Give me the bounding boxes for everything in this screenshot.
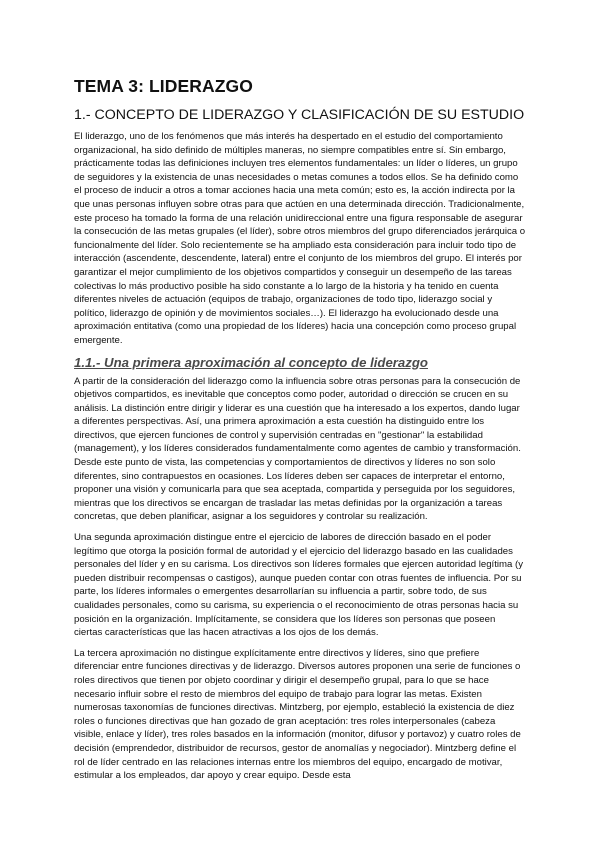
- section-title: 1.- CONCEPTO DE LIDERAZGO Y CLASIFICACIÓN DE SU ESTUDIO: [74, 107, 525, 123]
- body-paragraph: Una segunda aproximación distingue entre el ejercicio de labores de dirección basado en el poder legítimo que otorga la posición formal de autoridad y el ejercicio del liderazgo basado en las cualidades personales del líder y en su carisma. Los directivos son líderes formales que ejercen autoridad legítima (y pueden distribuir recompensas o castigos), aunque pueden contar con otras fuentes de influencia. Por su parte, los líderes informales o emergentes desarrollarían su influencia a partir, sobre todo, de sus cualidades personales, como su carisma, su experiencia o el reconocimiento de otras personas hacia su posición en la organización. Implícitamente, se considera que los líderes son personas que poseen ciertas características que las hacen atractivas a los ojos de los demás.: [74, 532, 523, 639]
- subsection-title: 1.1.- Una primera aproximación al concepto de liderazgo: [74, 354, 428, 370]
- body-paragraph: A partir de la consideración del liderazgo como la influencia sobre otras personas para la consecución de objetivos compartidos, es inevitable que conceptos como poder, autoridad o dirección se crucen en su análisis. La distinción entre dirigir y liderar es una cuestión que ha interesado a los expertos, dando lugar a diferentes perspectivas. Así, una primera aproximación a esta cuestión ha distinguido entre los directivos, que ejercen funciones de control y supervisión centradas en "gestionar" la estabilidad (management), y los líderes considerados fundamentalmente como agentes de cambio y transformación. Desde este punto de vista, las competencias y comportamientos de directivos y líderes no son solo diferentes, sino contrapuestos en ocasiones. Los líderes deben ser capaces de interpretar el entorno, proponer una visión y comunicarla para que sea aceptada, compartida y perseguida por los seguidores, mientras que los directivos se encargan de trasladar las metas definidas por la organización a tareas concretas, que deben planificar, asignar a los seguidores y controlar su realización.: [74, 375, 521, 523]
- document-title: TEMA 3: LIDERAZGO: [74, 76, 253, 96]
- body-paragraph: El liderazgo, uno de los fenómenos que más interés ha despertado en el estudio del comportamiento organizacional, ha sido definido de múltiples maneras, no siempre compatibles entre sí. Sin embargo, prácticamente todas las definiciones incluyen tres elementos fundamentales: un líder o líderes, un grupo de seguidores y la existencia de unas necesidades o metas comunes a todos ellos. Se ha definido como el proceso de inducir a otros a tomar acciones hacia una meta común; esto es, la acción indirecta por la que unas personas influyen sobre otras para que actúen en una determinada dirección. Tradicionalmente, este proceso ha tomado la forma de una relación unidireccional entre una figura responsable de asegurar la consecución de las metas grupales (el líder), sobre otros miembros del grupo diferenciados jerárquica o funcionalmente del líder. Solo recientemente se ha ampliado esta consideración para incluir todo tipo de interacción (ascendente, descendente, lateral) entre el conjunto de los miembros del grupo. El interés por garantizar el mejor cumplimiento de los objetivos compartidos y conseguir un desempeño de las tareas colectivas lo más productivo posible ha sido constante a lo largo de la historia y ha tenido en cuenta diferentes niveles de actuación (equipos de trabajo, organizaciones de todo tipo, liderazgo social y político, liderazgo de opinión y de movimientos sociales…). El liderazgo ha evolucionado desde una aproximación entitativa (como una propiedad de los líderes) hacia una concepción como proceso grupal emergente.: [74, 131, 526, 346]
- body-paragraph: La tercera aproximación no distingue explícitamente entre directivos y líderes, sino que prefiere diferenciar entre funciones directivas y de liderazgo. Diversos autores proponen una serie de funciones o roles directivos que tienen por objeto coordinar y dirigir el desempeño grupal, para lo que se hace necesario influir sobre el resto de miembros del equipo de trabajo para lograr las metas. Existen numerosas taxonomías de funciones directivas. Mintzberg, por ejemplo, estableció la existencia de diez roles o funciones directivas que han gozado de gran aceptación: tres roles interpersonales (cabeza visible, enlace y líder), tres roles basados en la información (monitor, difusor y portavoz) y cuatro roles de decisión (emprendedor, distribuidor de recursos, gestor de anomalías y negociador). Mintzberg define el rol de líder centrado en las relaciones internas entre los miembros del equipo, encargado de motivar, estimular a los empleados, dar apoyo y crear equipo. Desde esta: [74, 647, 521, 782]
